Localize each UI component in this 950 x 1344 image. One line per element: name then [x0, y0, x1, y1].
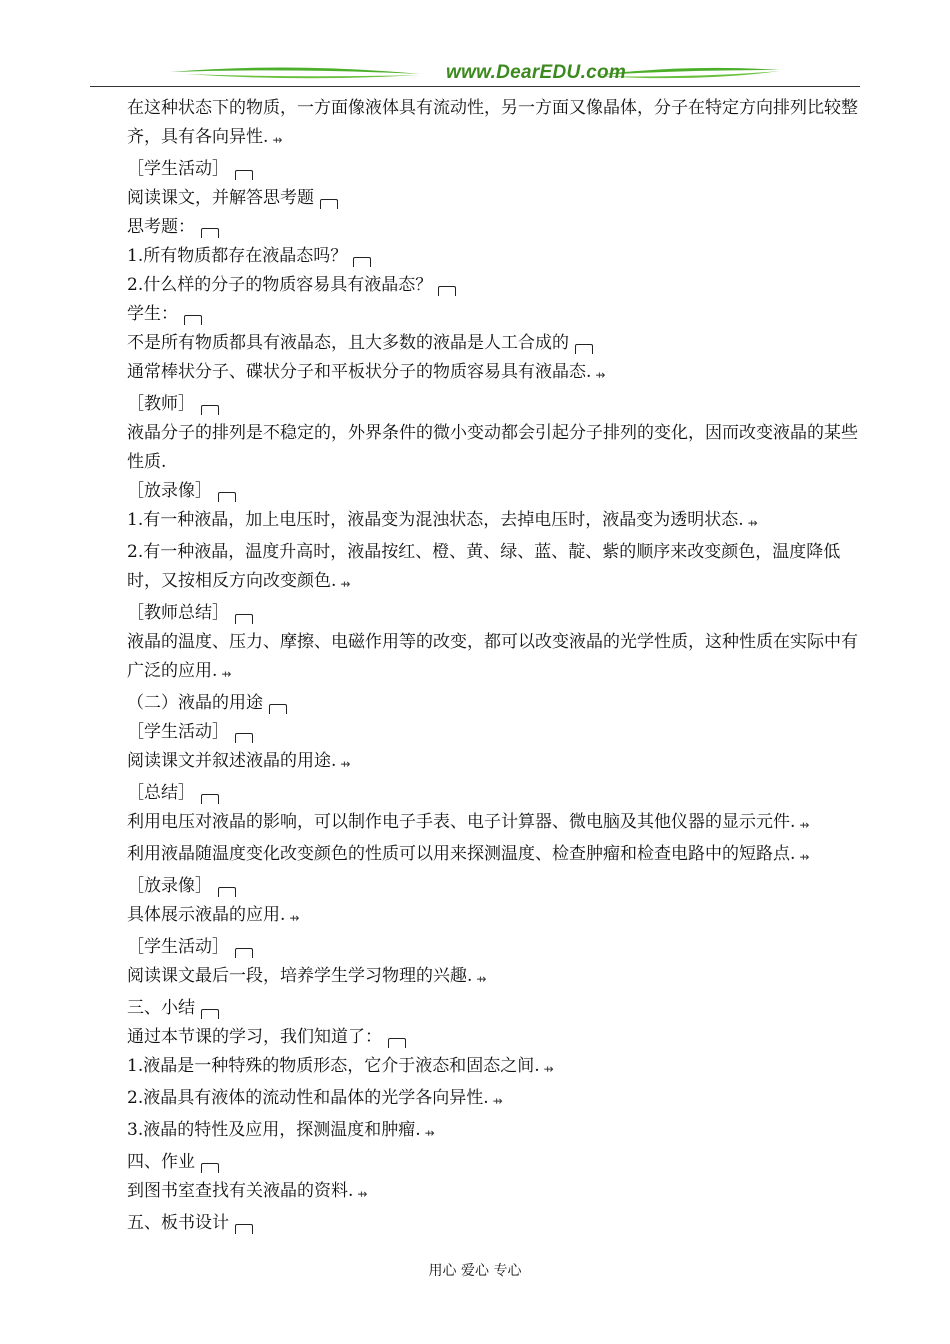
paragraph — [92, 419, 860, 477]
line-break-mark-icon — [201, 794, 219, 804]
paragraph-text: ［总结］ — [127, 783, 195, 803]
paragraph — [92, 1084, 860, 1116]
line-break-mark-icon — [201, 1163, 219, 1173]
line-break-mark-icon — [269, 704, 287, 714]
paragraph-text: 2.有一种液晶，温度升高时，液晶按红、橙、黄、绿、蓝、靛、紫的顺序来改变颜色，温度降低时，又按相反方向改变颜色. — [127, 542, 841, 591]
paragraph — [92, 242, 860, 271]
paragraph-text: 到图书室查找有关液晶的资料. — [127, 1181, 354, 1201]
paragraph-text: 1.有一种液晶，加上电压时，液晶变为混浊状态，去掉电压时，液晶变为透明状态. — [127, 510, 744, 530]
paragraph-text: 具体展示液晶的应用. — [127, 905, 286, 925]
paragraph-mark-icon: ⇸ — [424, 1126, 435, 1140]
paragraph-text: 学生： — [127, 304, 178, 324]
paragraph-text: ［放录像］ — [127, 481, 212, 501]
paragraph-mark-icon: ⇸ — [340, 577, 351, 591]
line-break-mark-icon — [575, 344, 593, 354]
paragraph — [92, 901, 860, 933]
paragraph — [92, 599, 860, 628]
line-break-mark-icon — [438, 286, 456, 296]
paragraph-text: 阅读课文最后一段，培养学生学习物理的兴趣. — [127, 966, 473, 986]
paragraph-text: 2.什么样的分子的物质容易具有液晶态？ — [127, 275, 433, 295]
line-break-mark-icon — [201, 228, 219, 238]
paragraph-mark-icon: ⇸ — [747, 516, 758, 530]
paragraph — [92, 213, 860, 242]
header-rule — [90, 86, 860, 87]
paragraph — [92, 1023, 860, 1052]
paragraph-mark-icon: ⇸ — [272, 133, 283, 147]
paragraph — [92, 747, 860, 779]
paragraph-text: 四、作业 — [127, 1152, 195, 1172]
paragraph-text: （二）液晶的用途 — [127, 693, 263, 713]
paragraph — [92, 300, 860, 329]
paragraph-text: 液晶分子的排列是不稳定的，外界条件的微小变动都会引起分子排列的变化，因而改变液晶的某些性质. — [127, 423, 858, 472]
paragraph-text: 1.液晶是一种特殊的物质形态，它介于液态和固态之间. — [127, 1056, 540, 1076]
paragraph — [92, 962, 860, 994]
paragraph-text: 1.所有物质都存在液晶态吗？ — [127, 246, 348, 266]
paragraph — [92, 933, 860, 962]
paragraph — [92, 358, 860, 390]
paragraph-text: ［学生活动］ — [127, 722, 229, 742]
paragraph — [92, 538, 860, 599]
paragraph — [92, 1052, 860, 1084]
paragraph-text: 在这种状态下的物质，一方面像液体具有流动性，另一方面又像晶体，分子在特定方向排列比较整齐，具有各向异性. — [127, 98, 858, 147]
paragraph-text: 利用液晶随温度变化改变颜色的性质可以用来探测温度、检查肿瘤和检查电路中的短路点. — [127, 844, 796, 864]
paragraph — [92, 329, 860, 358]
line-break-mark-icon — [235, 948, 253, 958]
paragraph-text: ［学生活动］ — [127, 937, 229, 957]
paragraph — [92, 184, 860, 213]
paragraph — [92, 390, 860, 419]
paragraph-text: ［学生活动］ — [127, 159, 229, 179]
paragraph-text: 通过本节课的学习，我们知道了： — [127, 1027, 382, 1047]
line-break-mark-icon — [353, 257, 371, 267]
document-body — [92, 94, 860, 1238]
paragraph — [92, 689, 860, 718]
paragraph-mark-icon: ⇸ — [357, 1187, 368, 1201]
paragraph-text: 五、板书设计 — [127, 1213, 229, 1233]
paragraph — [92, 718, 860, 747]
paragraph — [92, 1177, 860, 1209]
paragraph-text: 液晶的温度、压力、摩擦、电磁作用等的改变，都可以改变液晶的光学性质，这种性质在实际中有广泛的应用. — [127, 632, 858, 681]
page-footer: 用心 爱心 专心 — [428, 1263, 522, 1279]
paragraph — [92, 1209, 860, 1238]
paragraph-text: 3.液晶的特性及应用，探测温度和肿瘤. — [127, 1120, 421, 1140]
paragraph-text: 思考题： — [127, 217, 195, 237]
paragraph-mark-icon: ⇸ — [221, 667, 232, 681]
paragraph-mark-icon: ⇸ — [476, 972, 487, 986]
paragraph-text: 阅读课文，并解答思考题 — [127, 188, 314, 208]
paragraph — [92, 477, 860, 506]
paragraph-text: ［教师］ — [127, 394, 195, 414]
page-header — [90, 58, 860, 90]
line-break-mark-icon — [235, 614, 253, 624]
paragraph — [92, 155, 860, 184]
paragraph-mark-icon: ⇸ — [289, 911, 300, 925]
paragraph-text: 不是所有物质都具有液晶态，且大多数的液晶是人工合成的 — [127, 333, 569, 353]
paragraph-text: 三、小结 — [127, 998, 195, 1018]
line-break-mark-icon — [235, 1224, 253, 1234]
line-break-mark-icon — [218, 887, 236, 897]
line-break-mark-icon — [320, 199, 338, 209]
paragraph-text: 利用电压对液晶的影响，可以制作电子手表、电子计算器、微电脑及其他仪器的显示元件. — [127, 812, 796, 832]
paragraph — [92, 271, 860, 300]
site-logo-text: www.DearEDU.com — [446, 62, 627, 83]
paragraph — [92, 779, 860, 808]
line-break-mark-icon — [218, 492, 236, 502]
paragraph — [92, 506, 860, 538]
paragraph-text: 阅读课文并叙述液晶的用途. — [127, 751, 337, 771]
line-break-mark-icon — [388, 1038, 406, 1048]
paragraph — [92, 994, 860, 1023]
line-break-mark-icon — [235, 170, 253, 180]
paragraph — [92, 840, 860, 872]
paragraph-mark-icon: ⇸ — [595, 368, 606, 382]
paragraph-mark-icon: ⇸ — [799, 850, 810, 864]
paragraph-mark-icon: ⇸ — [340, 757, 351, 771]
paragraph — [92, 808, 860, 840]
line-break-mark-icon — [201, 1009, 219, 1019]
line-break-mark-icon — [201, 405, 219, 415]
line-break-mark-icon — [235, 733, 253, 743]
paragraph-mark-icon: ⇸ — [799, 818, 810, 832]
paragraph — [92, 872, 860, 901]
paragraph-text: 通常棒状分子、碟状分子和平板状分子的物质容易具有液晶态. — [127, 362, 592, 382]
line-break-mark-icon — [184, 315, 202, 325]
paragraph — [92, 1148, 860, 1177]
paragraph — [92, 628, 860, 689]
paragraph — [92, 1116, 860, 1148]
paragraph — [92, 94, 860, 155]
paragraph-text: ［放录像］ — [127, 876, 212, 896]
paragraph-mark-icon: ⇸ — [492, 1094, 503, 1108]
paragraph-mark-icon: ⇸ — [543, 1062, 554, 1076]
paragraph-text: 2.液晶具有液体的流动性和晶体的光学各向异性. — [127, 1088, 489, 1108]
paragraph-text: ［教师总结］ — [127, 603, 229, 623]
